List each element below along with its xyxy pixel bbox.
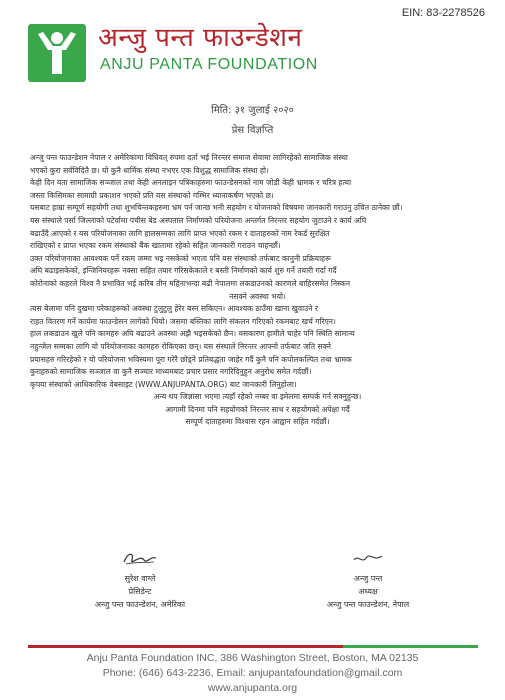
signatory-org: अन्जु पन्त फाउन्डेशन, नेपाल xyxy=(326,600,410,609)
body-line: नहुन्जेल सम्मका लागि यो परियोजनाका कामहरु रोकिएका छन्। यस संस्थाले निरन्तर आफ्नो तर्फबाट जति सक्ने xyxy=(30,341,331,351)
body-line: हाल लकडाउन खुले पनि कामहरु अघि बढाउने अवस्था अझै भइसकेको छैन। यसकारण हामीले चाहेर पनि स्थिति सामान्य xyxy=(30,329,355,339)
letter-date: मिति: ३१ जुलाई २०२० xyxy=(211,105,294,116)
footer-website[interactable]: www.anjupanta.org xyxy=(207,682,298,694)
footer xyxy=(0,651,505,696)
body-line: प्रयासहरु गरिरहेको र यो परियोजना भविस्यमा पूरा गरेरै छोड्ने प्रतिबद्धता जाहेर गर्दै कुनै पनि कपोलकल्पित तथा भ्रामक xyxy=(30,354,352,364)
body-line: यसबाट हाम्रा सम्पूर्ण सहयोगी तथा शुभचिन्तकहरुमा भ्रम पर्न जान्छ भनी सहयोग र योजनाको विषयमा जानकारी गराउनु उचित ठानेका छौं। xyxy=(30,203,403,213)
org-name-english: ANJU PANTA FOUNDATION xyxy=(100,56,318,73)
body-line: त्यस बेलामा पनि दुखमा परेकाहरूको अवस्था टुलुटुलु हेरेर बस्न सकिएन। आवश्यक ठाउँमा खाना खुवाउने र xyxy=(30,304,318,314)
body-line: अघि बढाइसकेको, इन्जिनियरहरू नक्सा सहित तयार गरिसकेकाले र बस्ती निर्माणको कार्य शुरु गर्ने तयारी गर्दा गर्दै xyxy=(30,266,337,276)
body-line: बढाउँदै आएको र यस परियोजनाका लागि हालसम्मका लागि प्राप्त भएको रकम र दाताहरुको नाम रेकर्ड सुरक्षित xyxy=(30,228,330,238)
body-line: कृपया संस्थाको आधिकारिक वेबसाइट (WWW.ANJUPANTA.ORG) बाट जानकारी लिनुहोला। xyxy=(30,379,297,389)
footer-address: Anju Panta Foundation INC, 386 Washington Street, Boston, MA 02135 xyxy=(86,652,419,664)
body-line: भएको कुरा सर्वविदितै छ। यो कुनै धार्मिक संस्था नभएर एक विशुद्ध सामाजिक संस्था हो। xyxy=(30,165,269,175)
signatory-role: प्रेसिडेन्ट xyxy=(128,587,152,596)
letterhead xyxy=(28,12,488,82)
signatory-name: अन्जु पन्त xyxy=(353,574,383,583)
body-line: केही दिन यता सामाजिक सञ्जाल तथा केही अनलाइन पत्रिकाहरुमा फाउन्डेसनको नाम जोडी केही भ्रामक र चरित्र हत्या xyxy=(30,178,352,188)
press-release-body xyxy=(30,152,485,429)
signatory-name: सुरेश वाग्ले xyxy=(124,574,156,583)
body-line: नसक्ने अवस्था भयो। xyxy=(229,291,286,301)
handwritten-signature xyxy=(40,548,240,568)
footer-contact: Phone: (646) 643-2236, Email: anjupantafoundation@gmail.com xyxy=(102,667,403,679)
signature-block-chair xyxy=(268,548,468,611)
ein-label: EIN: 83-2278526 xyxy=(401,7,485,19)
body-line: राखिएको र प्राप्त भएका रकम संस्थाको बैंक खातामा रहेको सहित जानकारी गराउन चाहन्छौं। xyxy=(30,241,281,251)
signature-block-president xyxy=(40,548,240,611)
body-line: अन्य थप जिज्ञासा भएमा त्यहाँ रहेको नम्बर वा इमेलमा सम्पर्क गर्न सक्नुहुन्छ। xyxy=(153,392,362,402)
footer-divider xyxy=(28,645,478,648)
document-type: प्रेस विज्ञप्ति xyxy=(231,125,274,136)
body-line: कोरोनाको कहरले विश्व नै प्रभावित भई करिब तीन महिनाभन्दा बढी नेपालमा लकडाउनको कारणले बाहिरसमेत निस्कन xyxy=(30,278,351,288)
person-with-raised-arms-icon xyxy=(28,24,86,82)
signatory-role: अध्यक्ष xyxy=(358,587,378,596)
handwritten-signature xyxy=(268,548,468,568)
body-line: कुराहरुको सामाजिक सञ्जाल वा कुनै सञ्चार माध्यमबाट प्रचार प्रसार नगरिदिनुहुन अनुरोध समेत गर्दछौं। xyxy=(30,367,312,377)
body-line: सम्पूर्ण दाताहरुमा विश्वास रहन आह्वान सहित गर्दछौं। xyxy=(185,417,330,427)
body-line: राहत वितरण गर्ने कार्यमा फाउन्डेसन लागेको थियो। जसमा बस्तिका लागि संकलन गरिएको रकमबाट खर्च गरिएन। xyxy=(30,316,336,326)
signatory-org: अन्जु पन्त फाउन्डेशन, अमेरिका xyxy=(94,600,186,609)
foundation-logo xyxy=(28,24,86,82)
body-line: आगामी दिनमा पनि सहयोगको निरन्तर साथ र सहयोगको अपेक्षा गर्दै xyxy=(165,404,350,414)
body-line: उक्त परियोजनाका आवश्यक पर्ने रकम जम्मा भइ नसकेको भएता पनि यस संस्थाको तर्फबाट कानुनी प्रक्रियाहरू xyxy=(30,253,331,263)
body-line: यस संस्थाले पर्सा जिल्लाको पटेर्वामा पचीस बेड अस्पताल निर्माणको परियोजना अन्तर्गत निरन्तर सहयोग जुटाउने र कार्य अघि xyxy=(30,215,367,225)
org-name-hindi: अन्जु पन्त फाउन्डेशन xyxy=(98,23,303,53)
body-line: अन्जु पन्त फाउन्डेशन नेपाल र अमेरिकामा विधिवत् रुपमा दर्ता भई निरन्तर समाज सेवामा लागिरहेको सामाजिक संस्था xyxy=(30,153,348,162)
body-line: जस्ता किसिमका सामाग्री प्रकाशन भएको प्रति यस संस्थाको गम्भिर ध्यानाकर्षण भएको छ। xyxy=(30,190,274,200)
